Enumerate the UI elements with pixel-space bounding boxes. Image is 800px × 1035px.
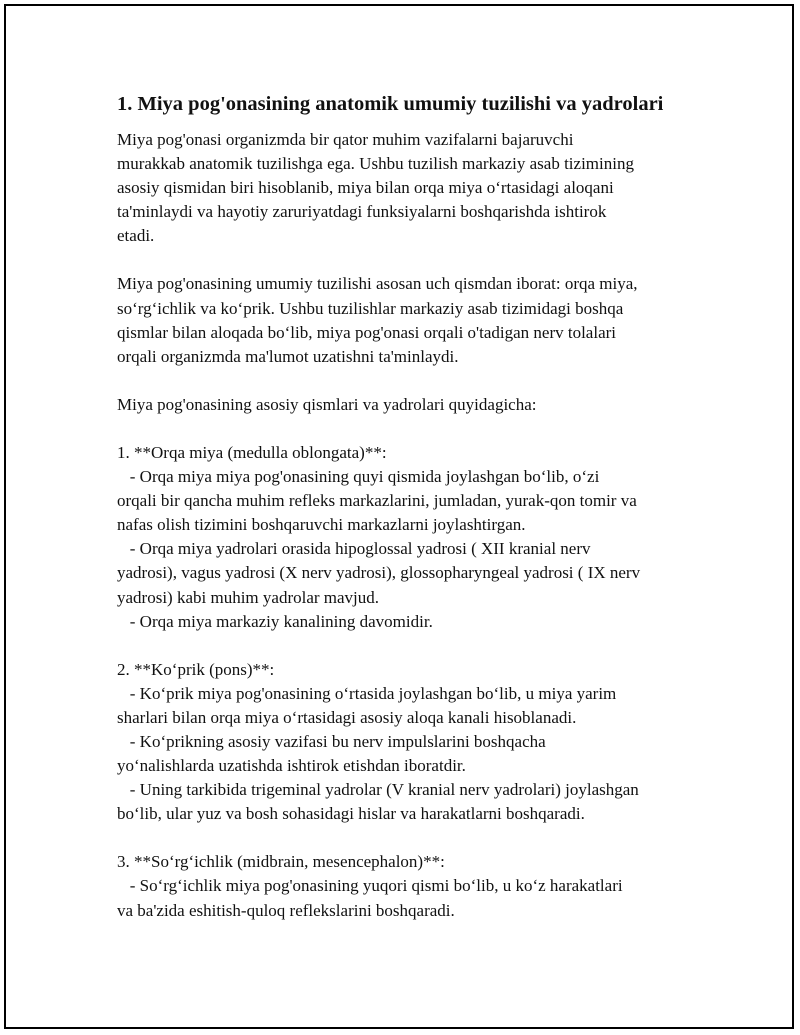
document-body (117, 90, 697, 923)
document-title: 1. Miya pog'onasining anatomik umumiy tuzilishi va yadrolari (117, 93, 664, 115)
section-midbrain: 3. **So‘rg‘ichlik (midbrain, mesencephalon)**: - So‘rg‘ichlik miya pog'onasining yuqori qismi bo‘lib, u ko‘z harakatlari va ba'zida eshitish-quloq reflekslarini boshqaradi. (117, 852, 623, 920)
paragraph-structure: Miya pog'onasining umumiy tuzilishi asosan uch qismdan iborat: orqa miya, so‘rg‘ichlik va ko‘prik. Ushbu tuzilishlar markaziy asab tizimidagi boshqa qismlar bilan aloqada bo‘lib, miya pog'onasi orqali o'tadigan nerv tolalari orqali organizmda ma'lumot uzatishni ta'minlaydi. (117, 274, 638, 366)
paragraph-intro: Miya pog'onasi organizmda bir qator muhim vazifalarni bajaruvchi murakkab anatomik tuzilishga ega. Ushbu tuzilish markaziy asab tizimining asosiy qismidan biri hisoblanib, miya bilan orqa miya o‘rtasidagi aloqani ta'minlaydi va hayotiy zaruriyatdagi funksiyalarni boshqarishda ishtirok etadi. (117, 130, 634, 246)
paragraph-parts-intro: Miya pog'onasining asosiy qismlari va yadrolari quyidagicha: (117, 394, 537, 414)
section-pons: 2. **Ko‘prik (pons)**: - Ko‘prik miya pog'onasining o‘rtasida joylashgan bo‘lib, u miya yarim sharlari bilan orqa miya o‘rtasidagi asosiy aloqa kanali hisoblanadi. - Ko‘prikning asosiy vazifasi bu nerv impulslarini boshqacha yo‘nalishlarda uzatishda ishtirok etishdan iboratdir. - Uning tarkibida trigeminal yadrolar (V kranial nerv yadrolari) joylashgan bo‘lib, ular yuz va bosh sohasidagi hislar va harakatlarni boshqaradi. (117, 659, 639, 824)
section-medulla-oblongata: 1. **Orqa miya (medulla oblongata)**: - Orqa miya miya pog'onasining quyi qismida joylashgan bo‘lib, o‘zi orqali bir qancha muhim refleks markazlarini, jumladan, yurak-qon tomir va nafas olish tizimini boshqaruvchi markazlarni joylashtirgan. - Orqa miya yadrolari orasida hipoglossal yadrosi ( XII kranial nerv yadrosi), vagus yadrosi (X nerv yadrosi), glossopharyngeal yadrosi ( IX nerv yadrosi) kabi muhim yadrolar mavjud. - Orqa miya markaziy kanalining davomidir. (117, 442, 641, 631)
